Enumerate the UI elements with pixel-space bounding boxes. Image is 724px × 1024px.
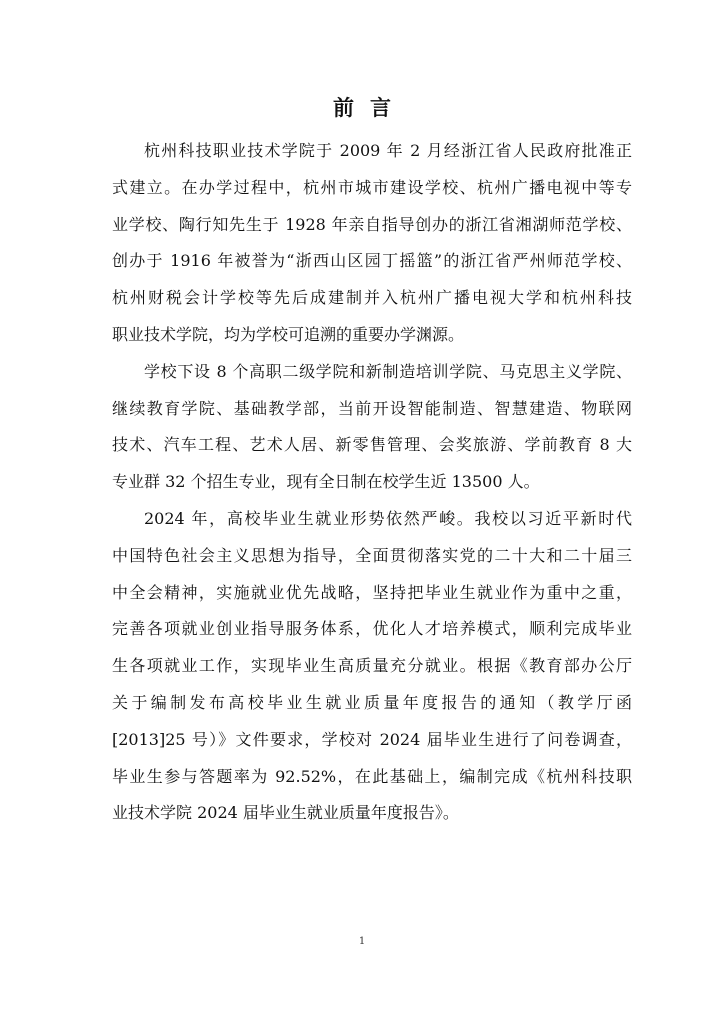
paragraph-1-line-3: 业学校、陶行知先生于 1928 年亲自指导创办的浙江省湘湖师范学校、	[112, 214, 632, 234]
paragraph-1-line-5: 杭州财税会计学校等先后成建制并入杭州广播电视大学和杭州科技	[112, 288, 632, 308]
body-text	[112, 137, 632, 836]
paragraph-3-line-6: 关于编制发布高校毕业生就业质量年度报告的通知（教学厅函	[112, 692, 632, 712]
page-title: 前言	[333, 96, 407, 120]
paragraph-3-line-1: 2024 年，高校毕业生就业形势依然严峻。我校以习近平新时代	[144, 508, 632, 528]
paragraph-1-line-2: 式建立。在办学过程中，杭州市城市建设学校、杭州广播电视中等专	[112, 177, 632, 197]
paragraph-1-line-6: 职业技术学院，均为学校可追溯的重要办学渊源。	[112, 324, 465, 344]
paragraph-1-line-4: 创办于 1916 年被誉为“浙西山区园丁摇篮”的浙江省严州师范学校、	[112, 251, 632, 271]
paragraph-1-line-1: 杭州科技职业技术学院于 2009 年 2 月经浙江省人民政府批准正	[144, 141, 632, 160]
paragraph-3-line-9: 业技术学院 2024 届毕业生就业质量年度报告》。	[112, 803, 459, 823]
page-number: 1	[358, 936, 366, 947]
paragraph-3-line-5: 生各项就业工作，实现毕业生高质量充分就业。根据《教育部办公厅	[112, 656, 632, 676]
paragraph-2-line-1: 学校下设 8 个高职二级学院和新制造培训学院、马克思主义学院、	[144, 361, 632, 381]
paragraph-2-line-2: 继续教育学院、基础教学部，当前开设智能制造、智慧建造、物联网	[112, 398, 632, 418]
paragraph-3-line-3: 中全会精神，实施就业优先战略，坚持把毕业生就业作为重中之重，	[112, 582, 632, 602]
paragraph-3-line-7: [2013]25 号）》文件要求，学校对 2024 届毕业生进行了问卷调查，	[112, 729, 632, 749]
paragraph-2-line-4: 专业群 32 个招生专业，现有全日制在校学生近 13500 人。	[112, 472, 540, 492]
paragraph-3-line-4: 完善各项就业创业指导服务体系，优化人才培养模式，顺利完成毕业	[112, 619, 632, 639]
paragraph-2-line-3: 技术、汽车工程、艺术人居、新零售管理、会奖旅游、学前教育 8 大	[112, 435, 632, 455]
paragraph-3-line-2: 中国特色社会主义思想为指导，全面贯彻落实党的二十大和二十届三	[112, 545, 632, 565]
paragraph-3-line-8: 毕业生参与答题率为 92.52%，在此基础上，编制完成《杭州科技职	[112, 766, 632, 786]
